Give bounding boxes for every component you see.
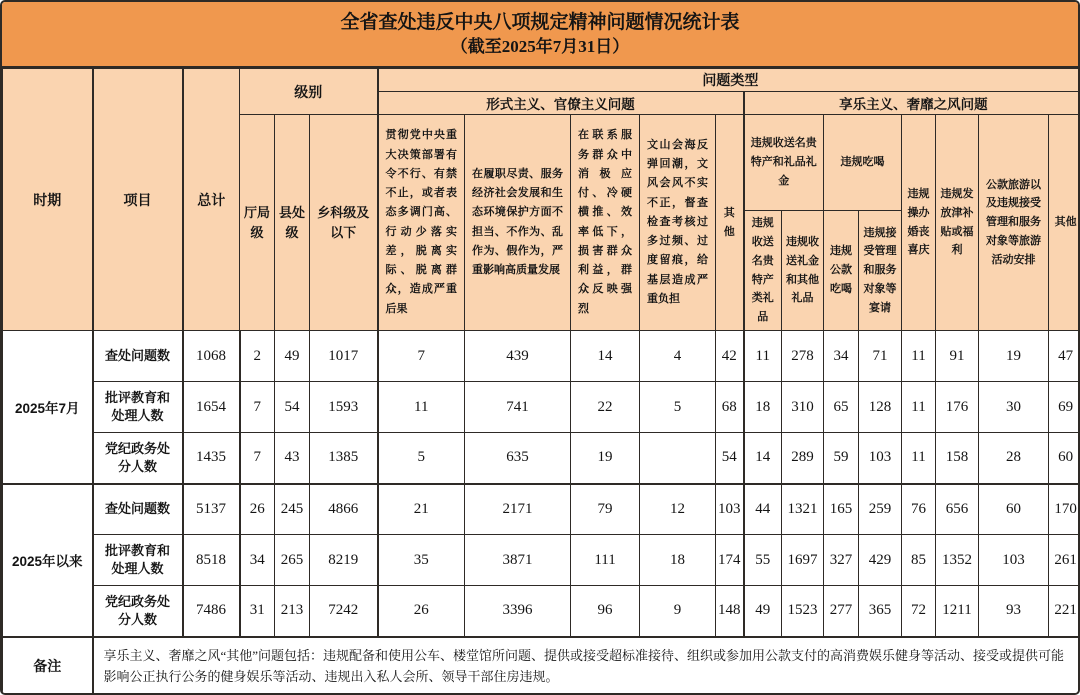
- value-cell: 18: [640, 535, 716, 586]
- value-cell: 14: [744, 433, 782, 484]
- value-cell: 34: [240, 535, 275, 586]
- value-cell: 19: [571, 433, 640, 484]
- value-cell: 21: [378, 484, 465, 535]
- value-cell: 327: [824, 535, 859, 586]
- header-level-county: 县处级: [275, 115, 310, 331]
- value-cell: 7: [240, 433, 275, 484]
- value-cell: 174: [716, 535, 744, 586]
- value-cell: 18: [744, 382, 782, 433]
- value-cell: 26: [378, 586, 465, 637]
- value-cell: 76: [902, 484, 936, 535]
- value-cell: 2171: [465, 484, 571, 535]
- value-cell: 60: [979, 484, 1049, 535]
- header-formalism-group: 形式主义、官僚主义问题: [378, 92, 744, 115]
- value-cell: 2: [240, 331, 275, 382]
- header-eating-sub-1: 违规公款吃喝: [824, 211, 859, 331]
- value-cell: 11: [744, 331, 782, 382]
- value-cell: 85: [902, 535, 936, 586]
- value-cell: 128: [859, 382, 902, 433]
- value-cell: 289: [782, 433, 824, 484]
- value-cell: 429: [859, 535, 902, 586]
- item-cell: 批评教育和处理人数: [93, 382, 183, 433]
- value-cell: 310: [782, 382, 824, 433]
- value-cell: 69: [1049, 382, 1080, 433]
- value-cell: 111: [571, 535, 640, 586]
- value-cell: 1068: [183, 331, 240, 382]
- value-cell: 103: [716, 484, 744, 535]
- value-cell: 96: [571, 586, 640, 637]
- value-cell: 635: [465, 433, 571, 484]
- value-cell: 170: [1049, 484, 1080, 535]
- value-cell: 55: [744, 535, 782, 586]
- header-wedding-funeral: 违规操办婚丧喜庆: [902, 115, 936, 331]
- value-cell: 49: [744, 586, 782, 637]
- item-cell: 批评教育和处理人数: [93, 535, 183, 586]
- value-cell: 54: [275, 382, 310, 433]
- item-cell: 查处问题数: [93, 484, 183, 535]
- value-cell: 8518: [183, 535, 240, 586]
- value-cell: 245: [275, 484, 310, 535]
- value-cell: 7486: [183, 586, 240, 637]
- header-level-township: 乡科级及以下: [310, 115, 378, 331]
- header-formalism-col-3: 在联系服务群众中消极应付、冷硬横推、效率低下，损害群众利益，群众反映强烈: [571, 115, 640, 331]
- value-cell: 7: [240, 382, 275, 433]
- header-gifts-group: 违规收送名贵特产和礼品礼金: [744, 115, 824, 211]
- value-cell: 741: [465, 382, 571, 433]
- value-cell: 35: [378, 535, 465, 586]
- value-cell: 278: [782, 331, 824, 382]
- header-formalism-col-1: 贯彻党中央重大决策部署有令不行、有禁不止，或者表态多调门高、行动少落实差，脱离实际、脱离群众，造成严重后果: [378, 115, 465, 331]
- value-cell: 3396: [465, 586, 571, 637]
- header-gifts-sub-1: 违规收送名贵特产类礼品: [744, 211, 782, 331]
- value-cell: 43: [275, 433, 310, 484]
- statistics-table: [2, 68, 1080, 695]
- value-cell: 42: [716, 331, 744, 382]
- value-cell: 261: [1049, 535, 1080, 586]
- table-header: [3, 69, 1080, 331]
- table-row: [3, 535, 1080, 586]
- value-cell: 60: [1049, 433, 1080, 484]
- value-cell: 47: [1049, 331, 1080, 382]
- item-cell: 党纪政务处分人数: [93, 433, 183, 484]
- item-cell: 查处问题数: [93, 331, 183, 382]
- value-cell: [640, 433, 716, 484]
- value-cell: 7: [378, 331, 465, 382]
- value-cell: 14: [571, 331, 640, 382]
- header-hedonism-other: 其他: [1049, 115, 1080, 331]
- header-period: 时期: [3, 69, 93, 331]
- remark-label: 备注: [3, 637, 93, 695]
- table-subtitle: （截至2025年7月31日）: [450, 37, 630, 57]
- remark-row: [3, 637, 1080, 695]
- value-cell: 44: [744, 484, 782, 535]
- header-eating-sub-2: 违规接受管理和服务对象等宴请: [859, 211, 902, 331]
- table-body: [3, 331, 1080, 637]
- value-cell: 30: [979, 382, 1049, 433]
- period-cell: 2025年以来: [3, 484, 93, 637]
- value-cell: 28: [979, 433, 1049, 484]
- value-cell: 7242: [310, 586, 378, 637]
- value-cell: 8219: [310, 535, 378, 586]
- header-level-dept: 厅局级: [240, 115, 275, 331]
- table-row: [3, 484, 1080, 535]
- value-cell: 59: [824, 433, 859, 484]
- value-cell: 91: [936, 331, 979, 382]
- value-cell: 5: [378, 433, 465, 484]
- value-cell: 1352: [936, 535, 979, 586]
- value-cell: 259: [859, 484, 902, 535]
- value-cell: 1435: [183, 433, 240, 484]
- value-cell: 1211: [936, 586, 979, 637]
- value-cell: 5137: [183, 484, 240, 535]
- header-eating-group: 违规吃喝: [824, 115, 902, 211]
- value-cell: 79: [571, 484, 640, 535]
- value-cell: 103: [859, 433, 902, 484]
- value-cell: 1523: [782, 586, 824, 637]
- value-cell: 3871: [465, 535, 571, 586]
- header-formalism-col-2: 在履职尽责、服务经济社会发展和生态环境保护方面不担当、不作为、乱作为、假作为，严重影响高质量发展: [465, 115, 571, 331]
- value-cell: 65: [824, 382, 859, 433]
- value-cell: 1321: [782, 484, 824, 535]
- header-formalism-col-4: 文山会海反弹回潮，文风会风不实不正，督查检查考核过多过频、过度留痕，给基层造成严重负担: [640, 115, 716, 331]
- value-cell: 103: [979, 535, 1049, 586]
- value-cell: 165: [824, 484, 859, 535]
- value-cell: 54: [716, 433, 744, 484]
- header-total: 总计: [183, 69, 240, 331]
- value-cell: 1017: [310, 331, 378, 382]
- value-cell: 31: [240, 586, 275, 637]
- value-cell: 365: [859, 586, 902, 637]
- header-allowance: 违规发放津补贴或福利: [936, 115, 979, 331]
- value-cell: 12: [640, 484, 716, 535]
- value-cell: 1385: [310, 433, 378, 484]
- header-item: 项目: [93, 69, 183, 331]
- item-cell: 党纪政务处分人数: [93, 586, 183, 637]
- value-cell: 26: [240, 484, 275, 535]
- value-cell: 72: [902, 586, 936, 637]
- value-cell: 4: [640, 331, 716, 382]
- remark-text: 享乐主义、奢靡之风“其他”问题包括：违规配备和使用公车、楼堂馆所问题、提供或接受超标准接待、组织或参加用公款支付的高消费娱乐健身等活动、接受或提供可能影响公正执行公务的健身娱乐等活动、违规出入私人会所、领导干部住房违规。: [93, 637, 1080, 695]
- value-cell: 11: [902, 433, 936, 484]
- value-cell: 4866: [310, 484, 378, 535]
- table-title-bar: [2, 2, 1078, 68]
- value-cell: 11: [378, 382, 465, 433]
- header-formalism-other: 其他: [716, 115, 744, 331]
- value-cell: 1593: [310, 382, 378, 433]
- value-cell: 9: [640, 586, 716, 637]
- value-cell: 5: [640, 382, 716, 433]
- header-gifts-sub-2: 违规收送礼金和其他礼品: [782, 211, 824, 331]
- value-cell: 1697: [782, 535, 824, 586]
- header-problem-type-group: 问题类型: [378, 69, 1080, 92]
- value-cell: 221: [1049, 586, 1080, 637]
- value-cell: 158: [936, 433, 979, 484]
- table-footer: [3, 637, 1080, 695]
- table-row: [3, 586, 1080, 637]
- value-cell: 439: [465, 331, 571, 382]
- value-cell: 19: [979, 331, 1049, 382]
- value-cell: 265: [275, 535, 310, 586]
- table-row: [3, 382, 1080, 433]
- value-cell: 176: [936, 382, 979, 433]
- value-cell: 11: [902, 382, 936, 433]
- value-cell: 34: [824, 331, 859, 382]
- value-cell: 71: [859, 331, 902, 382]
- value-cell: 11: [902, 331, 936, 382]
- header-hedonism-group: 享乐主义、奢靡之风问题: [744, 92, 1080, 115]
- value-cell: 22: [571, 382, 640, 433]
- table-row: [3, 331, 1080, 382]
- table-title: 全省查处违反中央八项规定精神问题情况统计表: [340, 11, 740, 33]
- value-cell: 49: [275, 331, 310, 382]
- header-level-group: 级别: [240, 69, 378, 115]
- header-travel: 公款旅游以及违规接受管理和服务对象等旅游活动安排: [979, 115, 1049, 331]
- value-cell: 277: [824, 586, 859, 637]
- value-cell: 656: [936, 484, 979, 535]
- value-cell: 148: [716, 586, 744, 637]
- value-cell: 68: [716, 382, 744, 433]
- value-cell: 213: [275, 586, 310, 637]
- table-row: [3, 433, 1080, 484]
- period-cell: 2025年7月: [3, 331, 93, 484]
- value-cell: 1654: [183, 382, 240, 433]
- value-cell: 93: [979, 586, 1049, 637]
